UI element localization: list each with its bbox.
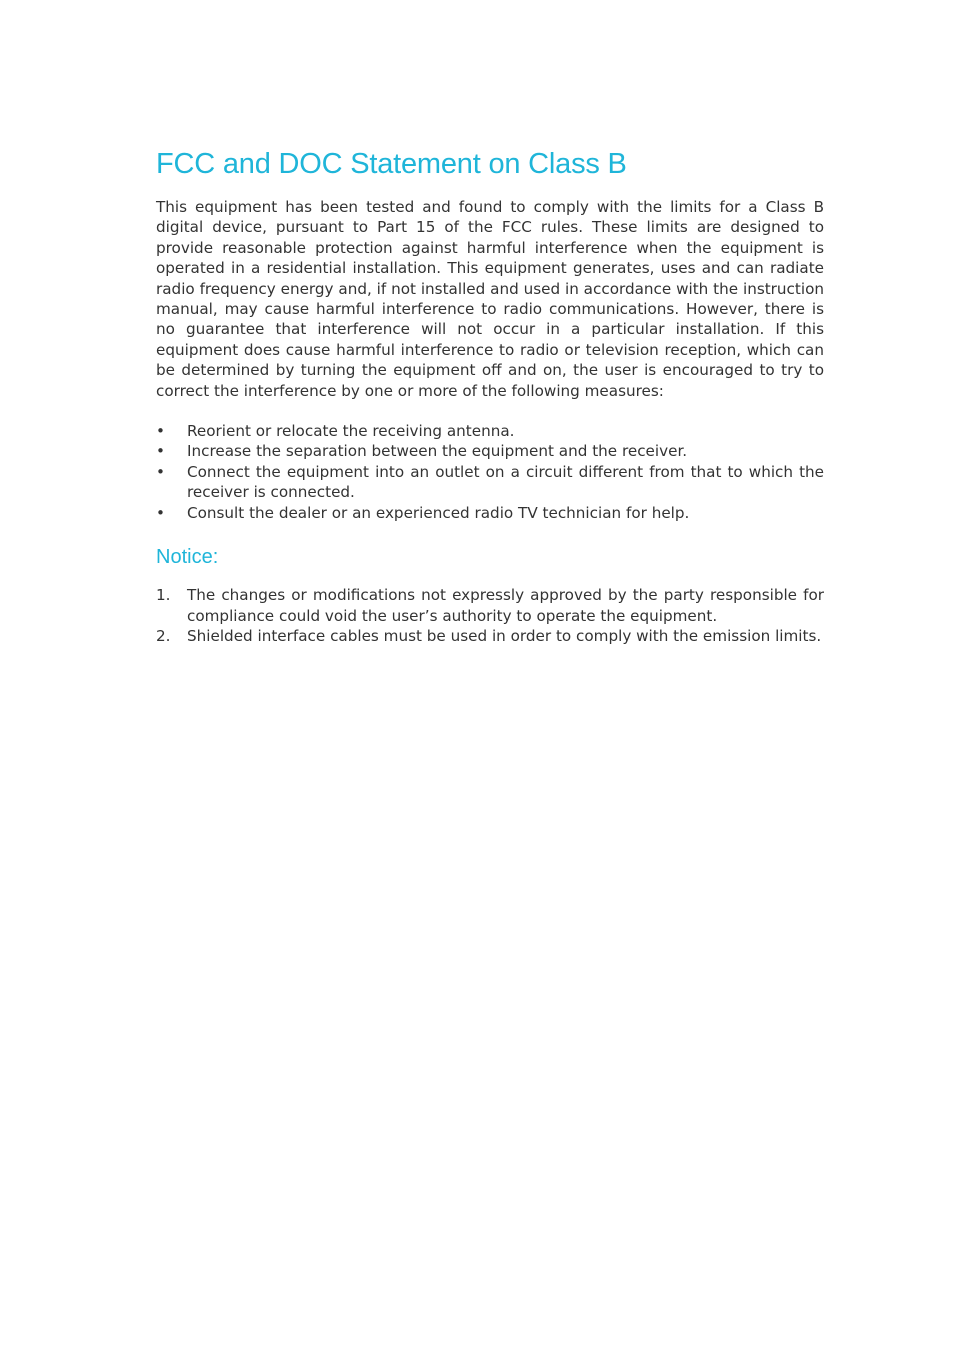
list-item-text: Reorient or relocate the receiving antenna. xyxy=(187,422,515,441)
measures-list xyxy=(156,421,824,523)
intro-paragraph: This equipment has been tested and found to comply with the limits for a Class B digital device, pursuant to Part 15 of the FCC rules. These limits are designed to provide reasonable protection against harmful interference when the equipment is operated in a residential installation. This equipment generates, uses and can radiate radio frequency energy and, if not installed and used in accordance with the instruction manual, may cause harmful interference to radio communications. However, there is no guarantee that interference will not occur in a particular installation. If this equipment does cause harmful interference to radio or television reception, which can be determined by turning the equipment off and on, the user is encouraged to try to correct the interference by one or more of the following measures: xyxy=(156,198,824,400)
list-item-text: Shielded interface cables must be used in order to comply with the emission limits. xyxy=(187,626,822,645)
bullet-marker: • xyxy=(156,462,165,481)
notice-list xyxy=(156,585,824,646)
bullet-marker: • xyxy=(156,422,165,441)
list-item-text: Connect the equipment into an outlet on a circuit different from that to which the receiver is connected. xyxy=(187,462,824,502)
bullet-marker: • xyxy=(156,503,165,522)
list-item-text: The changes or modifications not expressly approved by the party responsible for compliance could void the user’s authority to operate the equipment. xyxy=(187,586,824,625)
list-item-text: Consult the dealer or an experienced radio TV technician for help. xyxy=(187,503,690,522)
list-number: 2. xyxy=(156,626,171,645)
list-item-text: Increase the separation between the equipment and the receiver. xyxy=(187,442,688,461)
list-item xyxy=(156,626,824,646)
page-title: FCC and DOC Statement on Class B xyxy=(156,148,627,180)
notice-heading: Notice: xyxy=(156,546,219,569)
list-item xyxy=(156,585,824,626)
list-number: 1. xyxy=(156,586,171,605)
document-page xyxy=(156,146,824,646)
list-item xyxy=(156,503,824,523)
list-item xyxy=(156,421,824,441)
list-item xyxy=(156,462,824,503)
list-item xyxy=(156,441,824,461)
bullet-marker: • xyxy=(156,442,165,461)
